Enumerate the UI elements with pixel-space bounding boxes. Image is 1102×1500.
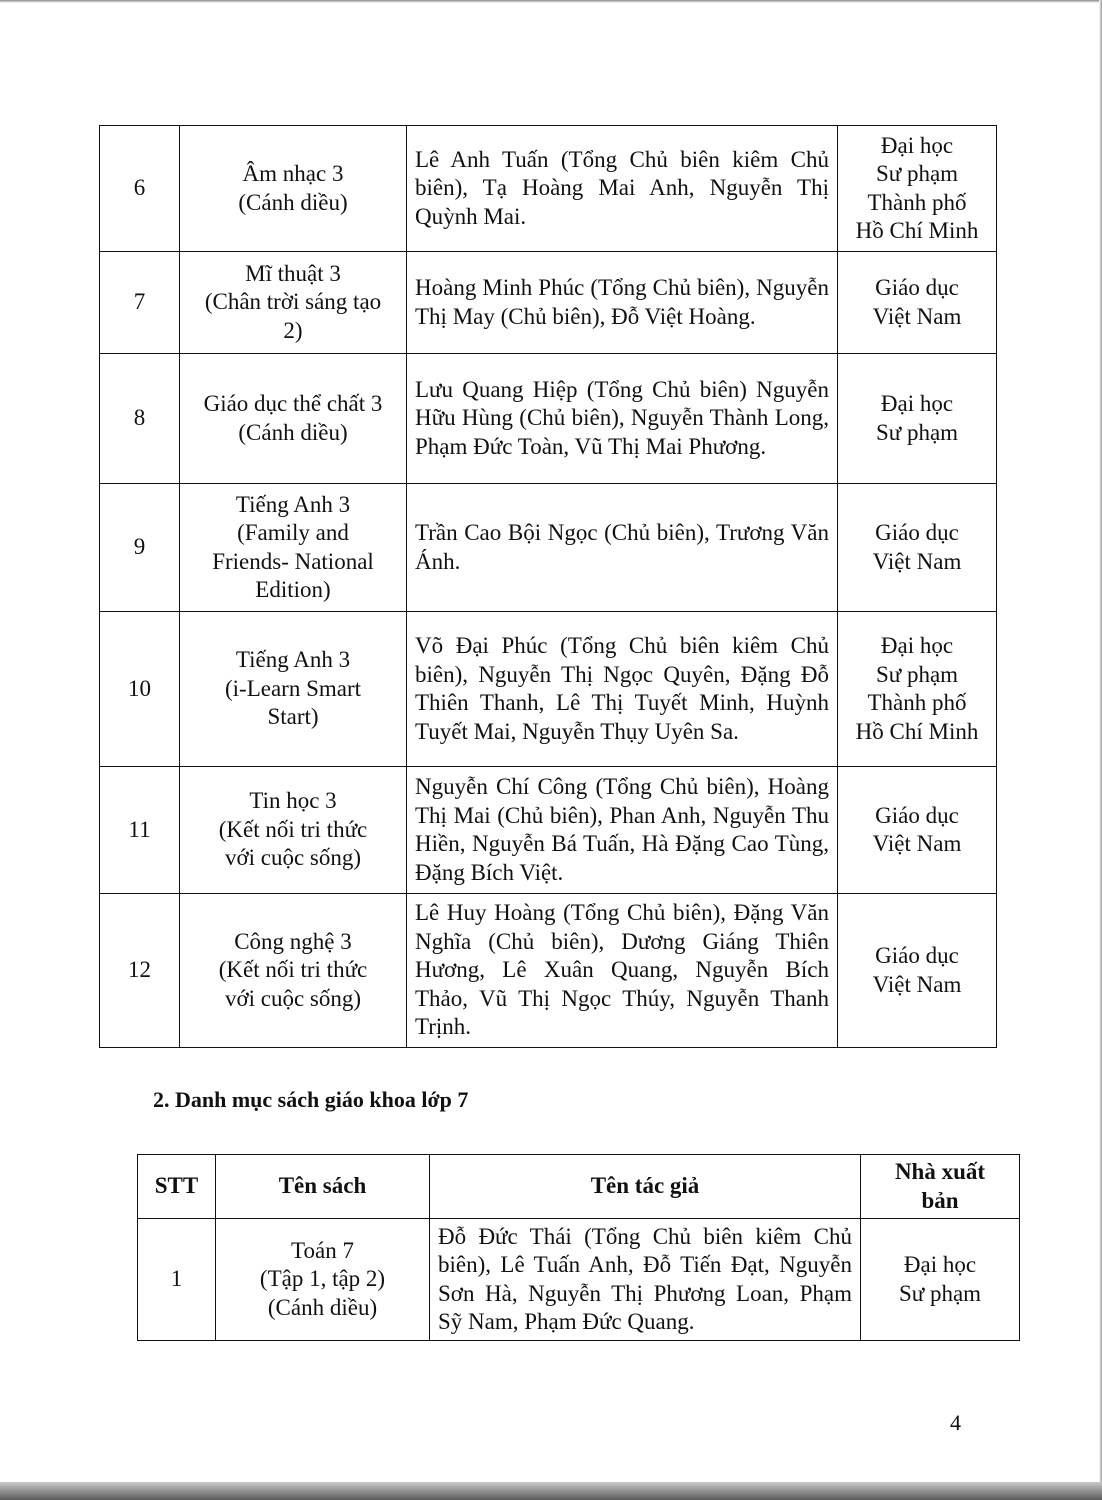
publisher-line: Hồ Chí Minh (855, 718, 979, 744)
table-row (100, 354, 997, 484)
publisher-line: Thành phố (867, 690, 967, 715)
book-title-cell (216, 1219, 430, 1341)
book-title-line: Tin học 3 (249, 788, 337, 814)
book-title-line: Tiếng Anh 3 (235, 647, 351, 673)
book-title-line: (Kết nối tri thức (218, 957, 368, 983)
stt-cell: 11 (100, 767, 180, 894)
book-title-cell (180, 767, 407, 894)
publisher-line: Đại học (880, 132, 954, 158)
header-publisher-line: bản (921, 1187, 959, 1213)
stt-cell: 7 (100, 252, 180, 354)
authors-cell: Trần Cao Bội Ngọc (Chủ biên), Trương Văn Ánh. (407, 484, 838, 612)
book-title-cell (180, 894, 407, 1048)
table-row (100, 126, 997, 252)
section-heading: 2. Danh mục sách giáo khoa lớp 7 (153, 1087, 469, 1112)
publisher-line: Sư phạm (875, 661, 959, 687)
book-title-line: (Cánh diều) (267, 1294, 378, 1320)
header-book-title: Tên sách (216, 1155, 430, 1219)
header-authors: Tên tác giả (430, 1155, 861, 1219)
book-title-line: Mĩ thuật 3 (245, 260, 341, 286)
authors-cell: Lê Anh Tuấn (Tổng Chủ biên kiêm Chủ biên), Tạ Hoàng Mai Anh, Nguyễn Thị Quỳnh Mai. (407, 126, 838, 252)
publisher-line: Giáo dục (875, 943, 959, 968)
book-title-line: Edition) (255, 577, 331, 602)
publisher-cell (861, 1219, 1020, 1341)
book-title-cell (180, 252, 407, 354)
table-row (138, 1219, 1020, 1341)
stt-cell: 8 (100, 354, 180, 484)
book-title-line: Âm nhạc 3 (242, 161, 344, 186)
scan-edge-bottom (0, 1482, 1102, 1500)
book-title-cell (180, 354, 407, 484)
publisher-line: Hồ Chí Minh (855, 218, 979, 243)
book-title-cell (180, 612, 407, 767)
book-title-line: Start) (267, 704, 319, 730)
stt-cell: 12 (100, 894, 180, 1048)
stt-cell: 9 (100, 484, 180, 612)
authors-cell: Hoàng Minh Phúc (Tổng Chủ biên), Nguyễn Thị May (Chủ biên), Đỗ Việt Hoàng. (407, 252, 838, 354)
table-row (100, 894, 997, 1048)
book-title-line: với cuộc sống) (224, 985, 362, 1011)
publisher-line: Việt Nam (872, 548, 962, 574)
book-title-line: (Kết nối tri thức (218, 816, 368, 842)
stt-cell: 6 (100, 126, 180, 252)
publisher-line: Giáo dục (875, 275, 959, 300)
authors-cell: Đỗ Đức Thái (Tổng Chủ biên kiêm Chủ biên), Lê Tuấn Anh, Đỗ Tiến Đạt, Nguyễn Sơn Hà, Nguyễn Thị Phương Loan, Phạm Sỹ Nam, Phạm Đức Quang. (430, 1219, 861, 1341)
textbook-table-grade7 (137, 1154, 1020, 1341)
publisher-line: Giáo dục (875, 802, 959, 828)
table-row (100, 767, 997, 894)
authors-cell: Võ Đại Phúc (Tổng Chủ biên kiêm Chủ biên), Nguyễn Thị Ngọc Quyên, Đặng Đỗ Thiên Thanh, Lê Thị Tuyết Minh, Huỳnh Tuyết Mai, Nguyễn Thụy Uyên Sa. (407, 612, 838, 767)
book-title-line: Giáo dục thể chất 3 (203, 391, 383, 416)
header-stt: STT (138, 1155, 216, 1219)
publisher-line: Giáo dục (875, 520, 959, 545)
publisher-line: Thành phố (867, 189, 967, 215)
book-title-line: Tiếng Anh 3 (235, 491, 351, 517)
book-title-line: 2) (283, 317, 303, 343)
publisher-cell (838, 484, 997, 612)
publisher-line: Sư phạm (898, 1280, 982, 1306)
scan-edge-top (0, 0, 1102, 3)
publisher-line: Đại học (880, 391, 954, 416)
table-row (100, 484, 997, 612)
book-title-line: với cuộc sống) (224, 845, 362, 871)
publisher-line: Việt Nam (872, 303, 962, 329)
publisher-cell (838, 126, 997, 252)
header-publisher (861, 1155, 1020, 1219)
book-title-cell (180, 126, 407, 252)
book-title-line: (Chân trời sáng tạo (204, 289, 382, 315)
authors-cell: Nguyễn Chí Công (Tổng Chủ biên), Hoàng Thị Mai (Chủ biên), Phan Anh, Nguyễn Thu Hiền, Nguyễn Bá Tuấn, Hà Đặng Cao Tùng, Đặng Bích Việt. (407, 767, 838, 894)
textbook-table-grade3 (99, 125, 997, 1048)
book-title-line: Friends- National (212, 548, 374, 574)
book-title-line: (i-Learn Smart (224, 675, 362, 701)
book-title-line: Toán 7 (291, 1237, 354, 1263)
publisher-cell (838, 252, 997, 354)
book-title-line: (Cánh diều) (238, 189, 348, 215)
publisher-line: Sư phạm (875, 419, 959, 445)
publisher-line: Đại học (880, 633, 954, 658)
book-title-line: (Cánh diều) (238, 419, 348, 445)
header-publisher-line: Nhà xuất (894, 1159, 986, 1184)
publisher-line: Đại học (903, 1252, 977, 1277)
book-title-line: (Tập 1, tập 2) (259, 1266, 386, 1292)
book-title-line: (Family and (237, 520, 349, 545)
publisher-cell (838, 354, 997, 484)
book-title-line: Công nghệ 3 (234, 928, 352, 954)
publisher-line: Sư phạm (875, 161, 959, 186)
page-number: 4 (950, 1410, 961, 1435)
table-row (100, 612, 997, 767)
authors-cell: Lê Huy Hoàng (Tổng Chủ biên), Đặng Văn Nghĩa (Chủ biên), Dương Giáng Thiên Hương, Lê Xuân Quang, Nguyễn Bích Thảo, Vũ Thị Ngọc Thúy, Nguyễn Thanh Trịnh. (407, 894, 838, 1048)
table-header-row (138, 1155, 1020, 1219)
publisher-cell (838, 612, 997, 767)
table-row (100, 252, 997, 354)
publisher-cell (838, 767, 997, 894)
book-title-cell (180, 484, 407, 612)
stt-cell: 1 (138, 1219, 216, 1341)
stt-cell: 10 (100, 612, 180, 767)
publisher-line: Việt Nam (872, 831, 962, 856)
publisher-cell (838, 894, 997, 1048)
authors-cell: Lưu Quang Hiệp (Tổng Chủ biên) Nguyễn Hữu Hùng (Chủ biên), Nguyễn Thành Long, Phạm Đức Toàn, Vũ Thị Mai Phương. (407, 354, 838, 484)
publisher-line: Việt Nam (872, 971, 962, 997)
